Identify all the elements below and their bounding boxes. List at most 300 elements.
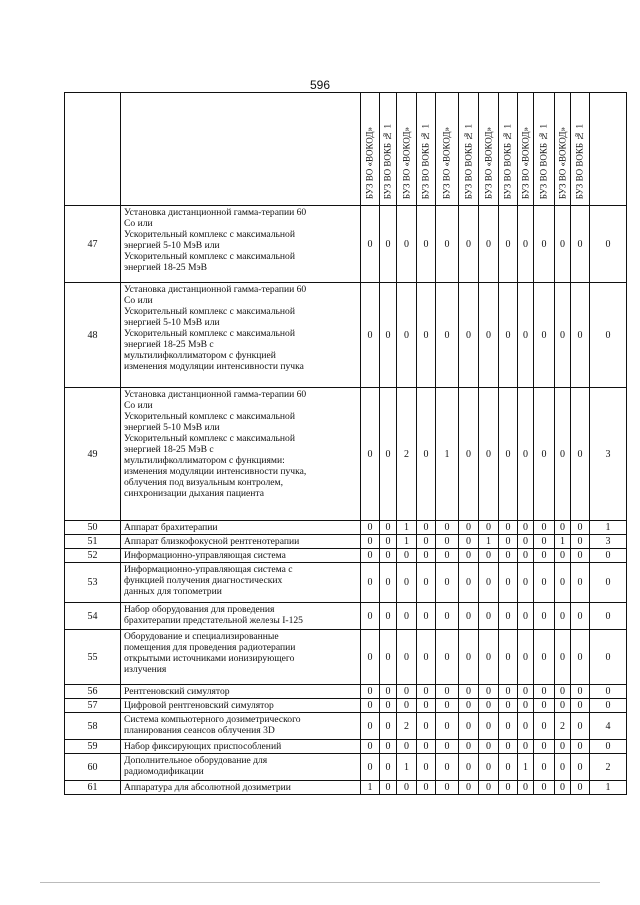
value-cell: 0: [417, 630, 436, 685]
total-cell: 0: [590, 630, 627, 685]
value-cell: 0: [380, 283, 397, 388]
table-row: [65, 549, 627, 563]
value-cell: 0: [397, 781, 417, 795]
value-cell: 0: [479, 206, 499, 283]
value-cell: 0: [555, 740, 571, 754]
column-header-total: [590, 93, 627, 206]
equipment-name-line: Ускорительный комплекс с максимальной: [124, 433, 295, 444]
value-cell: 0: [361, 206, 380, 283]
equipment-name-line: Ускорительный комплекс с максимальной: [124, 328, 295, 339]
value-cell: 0: [571, 630, 590, 685]
value-cell: 2: [397, 388, 417, 521]
column-header: [518, 93, 534, 206]
column-header-label: БУЗ ВО ВОКБ № 1: [420, 123, 431, 199]
equipment-name-line: Аппарат близкофокусной рентгенотерапии: [124, 536, 300, 547]
column-header-label: БУЗ ВО ВОКБ № 1: [463, 123, 473, 199]
value-cell: 0: [417, 713, 436, 740]
row-number: 58: [65, 713, 121, 740]
value-cell: 0: [534, 781, 555, 795]
equipment-name-line: открытыми источниками ионизирующего: [124, 653, 295, 664]
column-header: [436, 93, 459, 206]
equipment-name-line: энергией 5-10 МэВ или: [124, 422, 220, 433]
value-cell: 0: [459, 603, 479, 630]
total-cell: 3: [590, 388, 627, 521]
row-number: 50: [65, 521, 121, 535]
equipment-name: [121, 685, 361, 699]
value-cell: 0: [555, 549, 571, 563]
value-cell: 0: [436, 754, 459, 781]
equipment-name-line: Набор фиксирующих приспособлений: [124, 741, 282, 752]
value-cell: 0: [361, 603, 380, 630]
column-header: [479, 93, 499, 206]
total-cell: 0: [590, 685, 627, 699]
value-cell: 0: [571, 603, 590, 630]
table-row: [65, 535, 627, 549]
equipment-name-line: Ускорительный комплекс с максимальной: [124, 411, 295, 422]
value-cell: 0: [361, 713, 380, 740]
equipment-name-line: Установка дистанционной гамма-терапии 60: [124, 389, 307, 400]
column-header: [534, 93, 555, 206]
total-cell: 3: [590, 535, 627, 549]
value-cell: 0: [459, 740, 479, 754]
equipment-name-line: Со или: [124, 295, 153, 306]
value-cell: 0: [499, 603, 518, 630]
equipment-table: [64, 92, 627, 795]
value-cell: 0: [459, 563, 479, 603]
equipment-name-line: Со или: [124, 218, 153, 229]
table-row: [65, 713, 627, 740]
value-cell: 0: [397, 563, 417, 603]
equipment-name-line: Набор оборудования для проведения: [124, 604, 275, 615]
table-row: [65, 603, 627, 630]
equipment-name-line: Ускорительный комплекс с максимальной: [124, 306, 295, 317]
value-cell: 0: [459, 283, 479, 388]
total-cell: 0: [590, 563, 627, 603]
page-bottom-rule: [40, 882, 600, 883]
equipment-name-line: Информационно-управляющая система: [124, 550, 286, 561]
value-cell: 0: [380, 630, 397, 685]
value-cell: 0: [571, 781, 590, 795]
value-cell: 0: [380, 685, 397, 699]
header-num-cell: [65, 93, 121, 206]
equipment-name-line: Установка дистанционной гамма-терапии 60: [124, 207, 307, 218]
value-cell: 0: [555, 781, 571, 795]
equipment-name-line: Дополнительное оборудование для: [124, 755, 268, 766]
value-cell: 0: [499, 388, 518, 521]
row-number: 48: [65, 283, 121, 388]
equipment-name-line: изменения модуляции интенсивности пучка,: [124, 466, 307, 477]
column-header-label: БУЗ ВО ВОКБ № 1: [382, 123, 393, 199]
value-cell: 0: [436, 740, 459, 754]
value-cell: 0: [397, 603, 417, 630]
value-cell: 0: [499, 699, 518, 713]
equipment-name-line: мультилифколлиматором с функциями:: [124, 455, 285, 466]
equipment-name-line: Аппарат брахитерапии: [124, 522, 218, 533]
value-cell: 0: [459, 781, 479, 795]
value-cell: 0: [479, 388, 499, 521]
value-cell: 0: [571, 206, 590, 283]
table-row: [65, 699, 627, 713]
equipment-name-line: Оборудование и специализированные: [124, 631, 279, 642]
value-cell: 0: [518, 563, 534, 603]
row-number: 51: [65, 535, 121, 549]
value-cell: 0: [417, 754, 436, 781]
value-cell: 0: [436, 781, 459, 795]
row-number: 54: [65, 603, 121, 630]
value-cell: 0: [459, 699, 479, 713]
value-cell: 0: [361, 630, 380, 685]
value-cell: 0: [534, 388, 555, 521]
value-cell: 0: [479, 630, 499, 685]
value-cell: 0: [436, 535, 459, 549]
equipment-name-line: брахитерапии предстательной железы I-125: [124, 615, 303, 626]
row-number: 61: [65, 781, 121, 795]
equipment-name: [121, 535, 361, 549]
equipment-name-line: изменения модуляции интенсивности пучка: [124, 361, 304, 372]
table-row: [65, 685, 627, 699]
value-cell: 0: [436, 603, 459, 630]
value-cell: 0: [380, 603, 397, 630]
table-row: [65, 781, 627, 795]
equipment-name: [121, 206, 361, 283]
value-cell: 0: [555, 630, 571, 685]
equipment-name-line: излучения: [124, 664, 167, 675]
value-cell: 0: [571, 699, 590, 713]
value-cell: 0: [417, 685, 436, 699]
value-cell: 0: [459, 685, 479, 699]
row-number: 55: [65, 630, 121, 685]
equipment-name-line: планирования сеансов облучения 3D: [124, 725, 275, 736]
column-header-label: БУЗ ВО ВОКБ № 1: [574, 123, 585, 199]
value-cell: 0: [518, 283, 534, 388]
value-cell: 0: [534, 283, 555, 388]
equipment-name-line: Ускорительный комплекс с максимальной: [124, 251, 295, 262]
table-row: [65, 563, 627, 603]
equipment-name: [121, 283, 361, 388]
equipment-name: [121, 713, 361, 740]
column-header-label: БУЗ ВО «ВОКОД»: [364, 126, 375, 199]
equipment-name: [121, 388, 361, 521]
total-cell: 0: [590, 206, 627, 283]
equipment-name-line: Система компьютерного дозиметрического: [124, 714, 301, 725]
value-cell: 0: [518, 549, 534, 563]
value-cell: 0: [380, 206, 397, 283]
header-row: [65, 93, 627, 206]
column-header-label: БУЗ ВО «ВОКОД»: [483, 126, 493, 199]
value-cell: 0: [518, 603, 534, 630]
total-cell: 1: [590, 521, 627, 535]
value-cell: 0: [417, 283, 436, 388]
value-cell: 0: [380, 781, 397, 795]
value-cell: 0: [534, 521, 555, 535]
value-cell: 1: [518, 754, 534, 781]
table-row: [65, 283, 627, 388]
value-cell: 0: [571, 521, 590, 535]
equipment-name-line: энергией 18-25 МэВ с: [124, 339, 214, 350]
value-cell: 0: [459, 549, 479, 563]
value-cell: 0: [397, 283, 417, 388]
value-cell: 0: [436, 521, 459, 535]
value-cell: 0: [499, 781, 518, 795]
value-cell: 0: [499, 549, 518, 563]
value-cell: 0: [459, 754, 479, 781]
value-cell: 0: [459, 630, 479, 685]
value-cell: 0: [518, 740, 534, 754]
equipment-name-line: данных для топометрии: [124, 586, 222, 597]
equipment-name: [121, 603, 361, 630]
value-cell: 0: [436, 713, 459, 740]
value-cell: 0: [479, 549, 499, 563]
value-cell: 0: [534, 535, 555, 549]
value-cell: 0: [417, 549, 436, 563]
value-cell: 0: [571, 685, 590, 699]
value-cell: 0: [518, 713, 534, 740]
value-cell: 0: [361, 521, 380, 535]
table-row: [65, 754, 627, 781]
equipment-name-line: помещения для проведения радиотерапии: [124, 642, 296, 653]
value-cell: 0: [479, 563, 499, 603]
equipment-name-line: радиомодификации: [124, 766, 204, 777]
value-cell: 0: [380, 740, 397, 754]
row-number: 53: [65, 563, 121, 603]
value-cell: 0: [555, 206, 571, 283]
value-cell: 0: [479, 521, 499, 535]
value-cell: 0: [361, 754, 380, 781]
value-cell: 0: [479, 283, 499, 388]
value-cell: 0: [499, 563, 518, 603]
value-cell: 1: [479, 535, 499, 549]
value-cell: 0: [436, 699, 459, 713]
equipment-name-line: Аппаратура для абсолютной дозиметрии: [124, 782, 291, 793]
column-header-label: БУЗ ВО ВОКБ № 1: [502, 123, 513, 199]
value-cell: 0: [436, 206, 459, 283]
total-cell: 0: [590, 283, 627, 388]
equipment-name-line: облучения под визуальным контролем,: [124, 477, 283, 488]
value-cell: 0: [380, 535, 397, 549]
value-cell: 0: [361, 549, 380, 563]
value-cell: 0: [479, 754, 499, 781]
table-row: [65, 521, 627, 535]
equipment-name-line: функцией получения диагностических: [124, 575, 283, 586]
equipment-name-line: Цифровой рентгеновский симулятор: [124, 700, 274, 711]
equipment-name-line: энергией 18-25 МэВ с: [124, 444, 214, 455]
value-cell: 0: [534, 713, 555, 740]
value-cell: 0: [534, 563, 555, 603]
table-row: [65, 630, 627, 685]
value-cell: 0: [479, 740, 499, 754]
value-cell: 0: [397, 740, 417, 754]
total-cell: 0: [590, 699, 627, 713]
row-number: 60: [65, 754, 121, 781]
table-row: [65, 206, 627, 283]
total-cell: 0: [590, 740, 627, 754]
column-header-label: БУЗ ВО «ВОКОД»: [441, 126, 452, 199]
total-cell: 1: [590, 781, 627, 795]
column-header-label: БУЗ ВО «ВОКОД»: [520, 126, 530, 199]
equipment-name: [121, 781, 361, 795]
value-cell: 0: [555, 563, 571, 603]
equipment-name: [121, 740, 361, 754]
column-header: [417, 93, 436, 206]
value-cell: 0: [436, 563, 459, 603]
value-cell: 0: [571, 754, 590, 781]
value-cell: 0: [499, 630, 518, 685]
value-cell: 1: [555, 535, 571, 549]
value-cell: 0: [479, 603, 499, 630]
total-cell: 0: [590, 603, 627, 630]
value-cell: 0: [555, 754, 571, 781]
value-cell: 0: [380, 699, 397, 713]
value-cell: 0: [380, 713, 397, 740]
equipment-name: [121, 754, 361, 781]
value-cell: 1: [436, 388, 459, 521]
value-cell: 0: [361, 563, 380, 603]
value-cell: 0: [479, 781, 499, 795]
value-cell: 0: [499, 206, 518, 283]
column-header: [459, 93, 479, 206]
value-cell: 0: [499, 713, 518, 740]
value-cell: 0: [397, 699, 417, 713]
table-body: [65, 206, 627, 795]
column-header: [555, 93, 571, 206]
value-cell: 0: [361, 740, 380, 754]
row-number: 57: [65, 699, 121, 713]
value-cell: 0: [534, 685, 555, 699]
value-cell: 0: [436, 685, 459, 699]
value-cell: 0: [571, 283, 590, 388]
value-cell: 0: [459, 535, 479, 549]
value-cell: 0: [397, 685, 417, 699]
equipment-name: [121, 563, 361, 603]
value-cell: 0: [436, 549, 459, 563]
value-cell: 0: [499, 535, 518, 549]
equipment-name-line: энергией 5-10 МэВ или: [124, 240, 220, 251]
value-cell: 0: [479, 713, 499, 740]
header-name-cell: [121, 93, 361, 206]
value-cell: 0: [499, 740, 518, 754]
value-cell: 0: [436, 283, 459, 388]
row-number: 49: [65, 388, 121, 521]
value-cell: 0: [571, 388, 590, 521]
column-header: [380, 93, 397, 206]
value-cell: 0: [571, 535, 590, 549]
value-cell: 0: [397, 630, 417, 685]
value-cell: 0: [380, 754, 397, 781]
column-header: [361, 93, 380, 206]
value-cell: 0: [555, 603, 571, 630]
value-cell: 0: [361, 388, 380, 521]
value-cell: 0: [417, 603, 436, 630]
value-cell: 0: [518, 206, 534, 283]
value-cell: 0: [361, 699, 380, 713]
value-cell: 0: [417, 781, 436, 795]
value-cell: 0: [499, 283, 518, 388]
equipment-name-line: мультилифколлиматором с функцией: [124, 350, 276, 361]
page-number: 596: [309, 78, 331, 92]
total-cell: 0: [590, 549, 627, 563]
value-cell: 0: [555, 388, 571, 521]
value-cell: 0: [459, 713, 479, 740]
value-cell: 0: [518, 630, 534, 685]
value-cell: 1: [397, 521, 417, 535]
equipment-name-line: Рентгеновский симулятор: [124, 686, 230, 697]
value-cell: 0: [571, 549, 590, 563]
value-cell: 0: [534, 603, 555, 630]
column-header-label: БУЗ ВО «ВОКОД»: [401, 126, 411, 199]
row-number: 47: [65, 206, 121, 283]
column-header-label: БУЗ ВО «ВОКОД»: [557, 126, 567, 199]
value-cell: 0: [436, 630, 459, 685]
total-cell: 2: [590, 754, 627, 781]
value-cell: 2: [555, 713, 571, 740]
equipment-name: [121, 699, 361, 713]
value-cell: 0: [499, 685, 518, 699]
value-cell: 0: [361, 535, 380, 549]
value-cell: 0: [397, 206, 417, 283]
equipment-name: [121, 521, 361, 535]
value-cell: 0: [534, 549, 555, 563]
value-cell: 0: [459, 388, 479, 521]
value-cell: 0: [555, 699, 571, 713]
value-cell: 0: [380, 521, 397, 535]
value-cell: 0: [380, 388, 397, 521]
column-header: [397, 93, 417, 206]
row-number: 56: [65, 685, 121, 699]
equipment-name: [121, 549, 361, 563]
value-cell: 0: [518, 535, 534, 549]
value-cell: 0: [534, 699, 555, 713]
column-header: [499, 93, 518, 206]
value-cell: 0: [571, 740, 590, 754]
value-cell: 0: [555, 521, 571, 535]
value-cell: 0: [571, 713, 590, 740]
value-cell: 0: [518, 781, 534, 795]
equipment-name-line: энергией 18-25 МэВ: [124, 262, 207, 273]
table-row: [65, 388, 627, 521]
column-header-label: БУЗ ВО ВОКБ № 1: [538, 123, 549, 199]
equipment-name-line: Информационно-управляющая система с: [124, 564, 293, 575]
value-cell: 1: [397, 535, 417, 549]
equipment-name-line: Установка дистанционной гамма-терапии 60: [124, 284, 307, 295]
value-cell: 0: [397, 549, 417, 563]
value-cell: 0: [459, 521, 479, 535]
equipment-name-line: синхронизации дыхания пациента: [124, 488, 264, 499]
value-cell: 0: [459, 206, 479, 283]
value-cell: 0: [417, 699, 436, 713]
value-cell: 0: [417, 563, 436, 603]
value-cell: 0: [499, 521, 518, 535]
table-row: [65, 740, 627, 754]
equipment-name-line: энергией 5-10 МэВ или: [124, 317, 220, 328]
equipment-name-line: Ускорительный комплекс с максимальной: [124, 229, 295, 240]
column-header: [571, 93, 590, 206]
value-cell: 0: [380, 549, 397, 563]
value-cell: 0: [417, 521, 436, 535]
row-number: 52: [65, 549, 121, 563]
value-cell: 0: [417, 206, 436, 283]
value-cell: 0: [518, 699, 534, 713]
value-cell: 0: [518, 388, 534, 521]
value-cell: 1: [397, 754, 417, 781]
value-cell: 0: [361, 685, 380, 699]
value-cell: 0: [571, 563, 590, 603]
value-cell: 0: [518, 685, 534, 699]
equipment-name: [121, 630, 361, 685]
value-cell: 0: [534, 630, 555, 685]
value-cell: 1: [361, 781, 380, 795]
value-cell: 0: [417, 535, 436, 549]
value-cell: 0: [499, 754, 518, 781]
